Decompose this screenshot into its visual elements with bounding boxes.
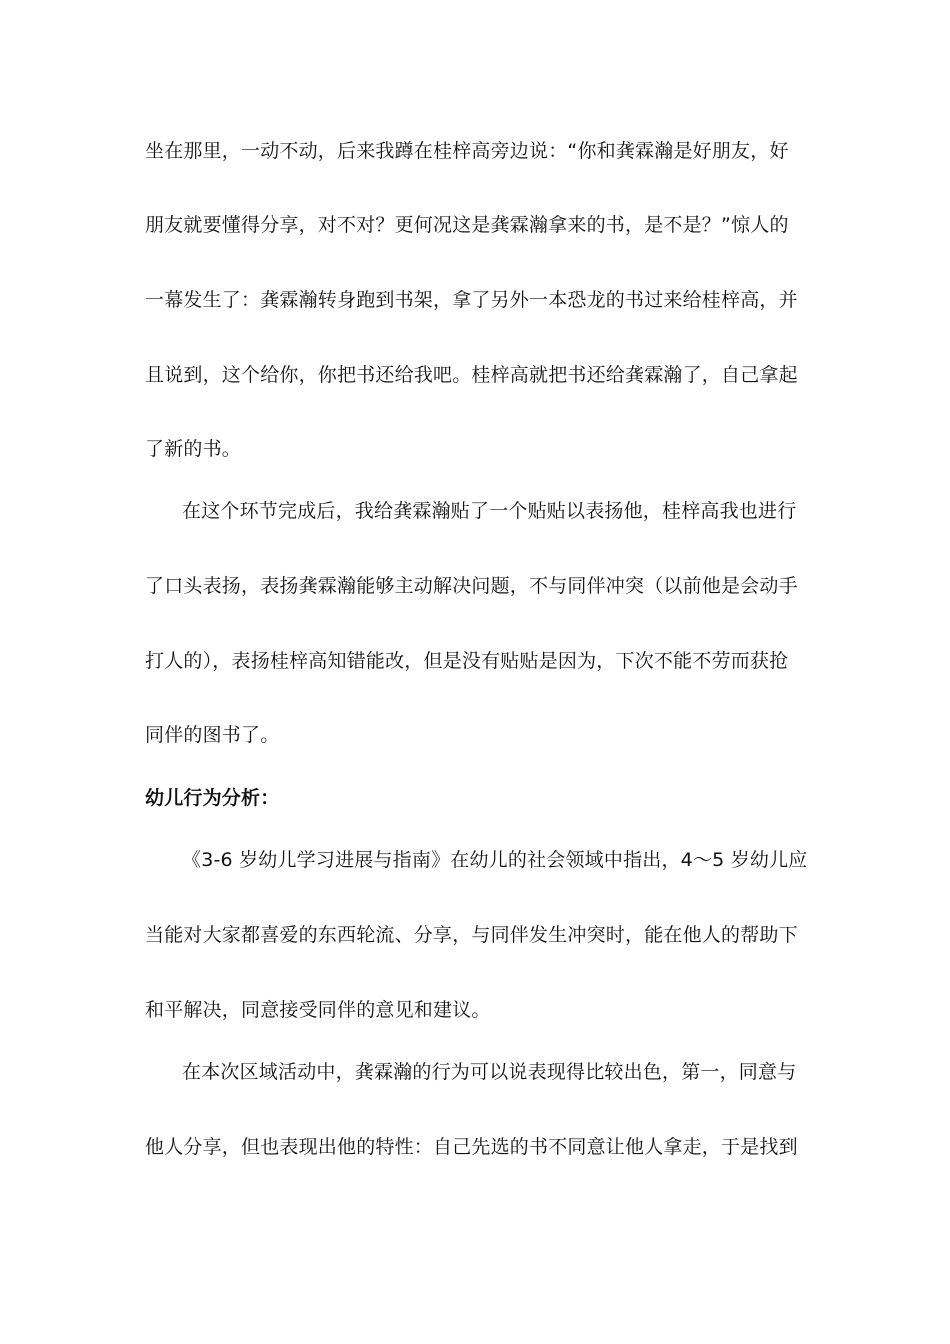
text-line: 在本次区域活动中，龚霖瀚的行为可以说表现得比较出色，第一，同意与 bbox=[182, 1061, 797, 1083]
text-line: 了口头表扬，表扬龚霖瀚能够主动解决问题，不与同伴冲突（以前他是会动手 bbox=[145, 575, 798, 597]
section-heading: 幼儿行为分析： bbox=[145, 787, 280, 809]
text-line: 当能对大家都喜爱的东西轮流、分享，与同伴发生冲突时，能在他人的帮助下 bbox=[145, 924, 798, 946]
text-line: 坐在那里，一动不动，后来我蹲在桂梓高旁边说：“你和龚霖瀚是好朋友，好 bbox=[145, 140, 789, 162]
text-line: 了新的书。 bbox=[145, 438, 242, 460]
text-line: 《3-6 岁幼儿学习进展与指南》在幼儿的社会领域中指出，4～5 岁幼儿应 bbox=[182, 849, 808, 871]
text-line: 打人的），表扬桂梓高知错能改，但是没有贴贴是因为，下次不能不劳而获抢 bbox=[145, 650, 789, 672]
text-line: 他人分享，但也表现出他的特性：自己先选的书不同意让他人拿走，于是找到 bbox=[145, 1136, 798, 1158]
text-line: 朋友就要懂得分享，对不对？更何况这是龚霖瀚拿来的书，是不是？”惊人的 bbox=[145, 214, 789, 236]
text-line: 一幕发生了：龚霖瀚转身跑到书架，拿了另外一本恐龙的书过来给桂梓高，并 bbox=[145, 289, 798, 311]
text-line: 和平解决，同意接受同伴的意见和建议。 bbox=[145, 999, 491, 1021]
text-line: 且说到，这个给你，你把书还给我吧。桂梓高就把书还给龚霖瀚了，自己拿起 bbox=[145, 364, 798, 386]
text-line: 同伴的图书了。 bbox=[145, 724, 280, 746]
text-line: 在这个环节完成后，我给龚霖瀚贴了一个贴贴以表扬他，桂梓高我也进行 bbox=[182, 500, 797, 522]
